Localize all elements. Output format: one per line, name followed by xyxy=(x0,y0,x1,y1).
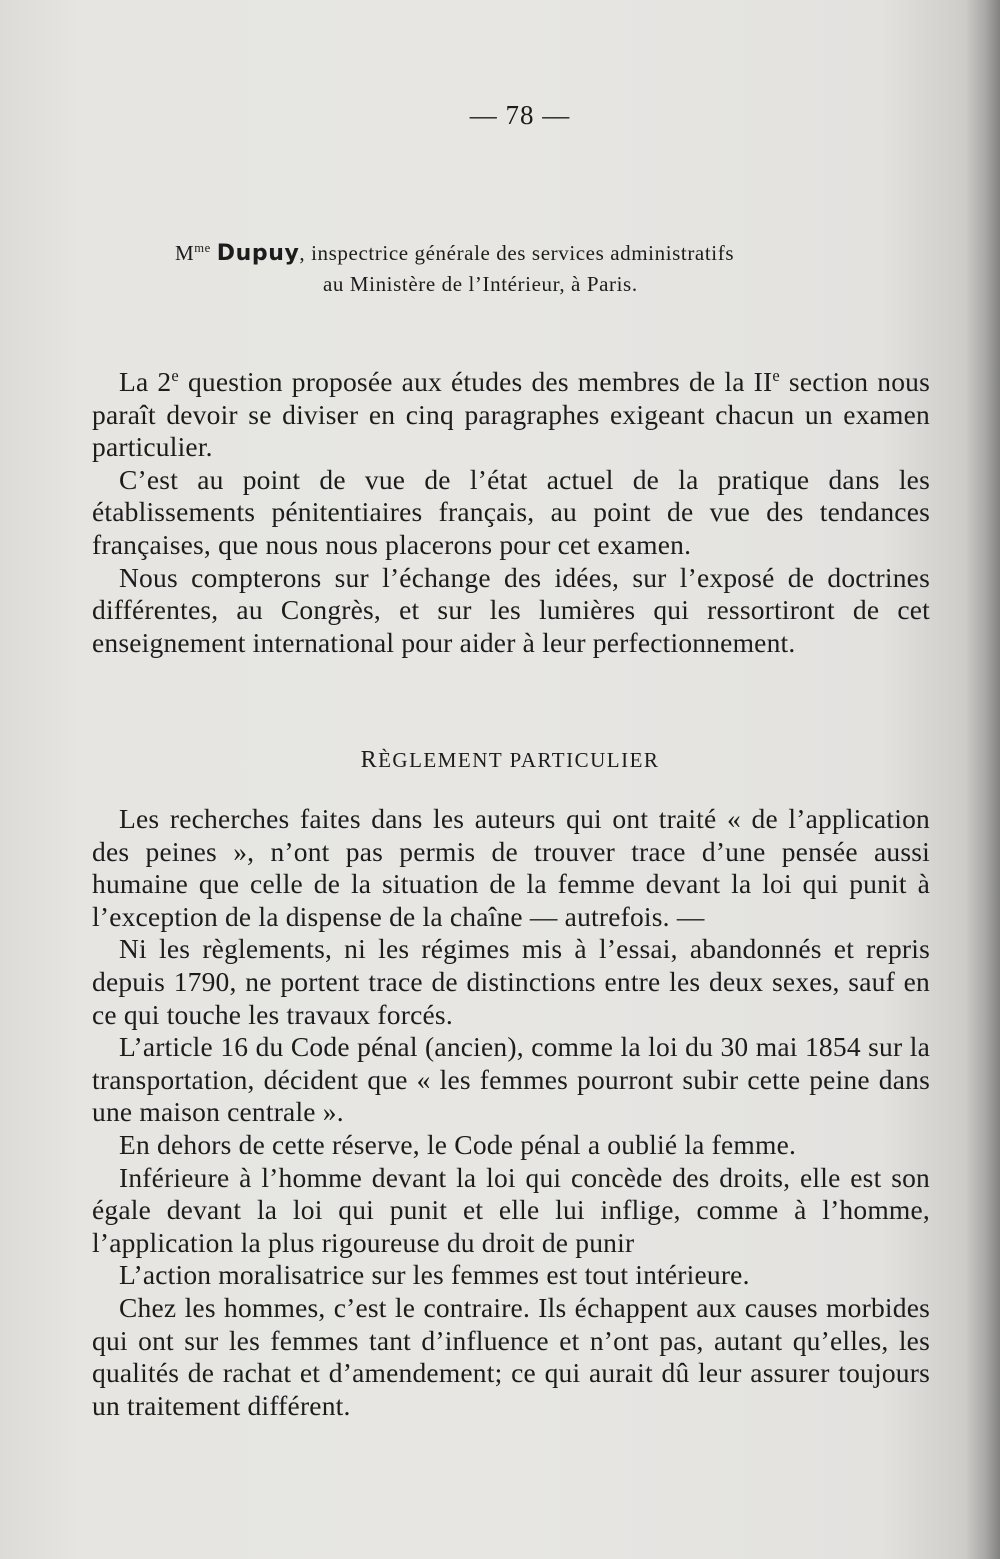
author-title-prefix: M xyxy=(175,241,195,265)
heading-word-1: ÈGLEMENT xyxy=(378,748,503,772)
paragraph-text: question proposée aux études des membres de la II xyxy=(178,366,773,397)
superscript: e xyxy=(772,365,780,385)
author-byline xyxy=(175,238,875,299)
paragraph: L’action moralisatrice sur les femmes est tout intérieure. xyxy=(119,1259,750,1291)
page-edge-shadow xyxy=(966,0,1000,1559)
section-heading xyxy=(0,747,1000,774)
paragraph: Chez les hommes, c’est le contraire. Ils échappent aux causes morbides qui ont sur les femmes tant d’influence et n’ont pas, autant qu’elles, les qualités de rachat et d’amendement; ce qui aurait dû leur assurer toujours un traitement différent. xyxy=(92,1291,930,1421)
paragraph: Ni les règlements, ni les régimes mis à l’essai, abandonnés et repris depuis 1790, ne portent trace de distinctions entre les deux sexes, sauf en ce qui touche les travaux forcés. xyxy=(92,933,930,1030)
paragraph: Nous compterons sur l’échange des idées, sur l’exposé de doctrines différentes, au Congrès, et sur les lumières qui ressortiront de cet enseignement international pour aider à leur perfectionnement. xyxy=(92,561,930,658)
intro-text xyxy=(92,366,930,659)
paragraph-text: section nous paraît devoir se diviser en cinq paragraphes exigeant chacun un examen particulier. xyxy=(92,366,931,463)
author-role-line2: au Ministère de l’Intérieur, à Paris. xyxy=(323,272,638,296)
page-number: — 78 — xyxy=(469,100,571,130)
author-title-sup: me xyxy=(194,241,211,255)
paragraph: Les recherches faites dans les auteurs qui ont traité « de l’application des peines », n’ont pas permis de trouver trace d’une pensée aussi humaine que celle de la situation de la femme devant la loi qui punit à l’exception de la dispense de la chaîne — autrefois. — xyxy=(92,803,930,932)
author-name: Dupuy xyxy=(216,241,300,266)
paragraph: C’est au point de vue de l’état actuel de la pratique dans les établissements pénitentiaires français, au point de vue des tendances françaises, que nous nous placerons pour cet examen. xyxy=(92,463,930,560)
heading-word-2: PARTICULIER xyxy=(509,748,660,772)
paragraph: L’article 16 du Code pénal (ancien), comme la loi du 30 mai 1854 sur la transportation, décident que « les femmes pourront subir cette peine dans une maison centrale ». xyxy=(92,1031,930,1128)
paragraph-text: La 2 xyxy=(119,366,172,397)
paragraph xyxy=(92,366,930,464)
section-text xyxy=(92,803,930,1422)
superscript: e xyxy=(171,365,179,385)
heading-initial: R xyxy=(360,747,379,773)
paragraph: Inférieure à l’homme devant la loi qui concède des droits, elle est son égale devant la loi qui punit et elle lui inflige, comme à l’homme, l’application la plus rigoureuse du droit de punir xyxy=(92,1161,930,1258)
paragraph: En dehors de cette réserve, le Code pénal a oublié la femme. xyxy=(119,1128,797,1160)
author-role-line1: , inspectrice générale des services administratifs xyxy=(299,241,735,265)
